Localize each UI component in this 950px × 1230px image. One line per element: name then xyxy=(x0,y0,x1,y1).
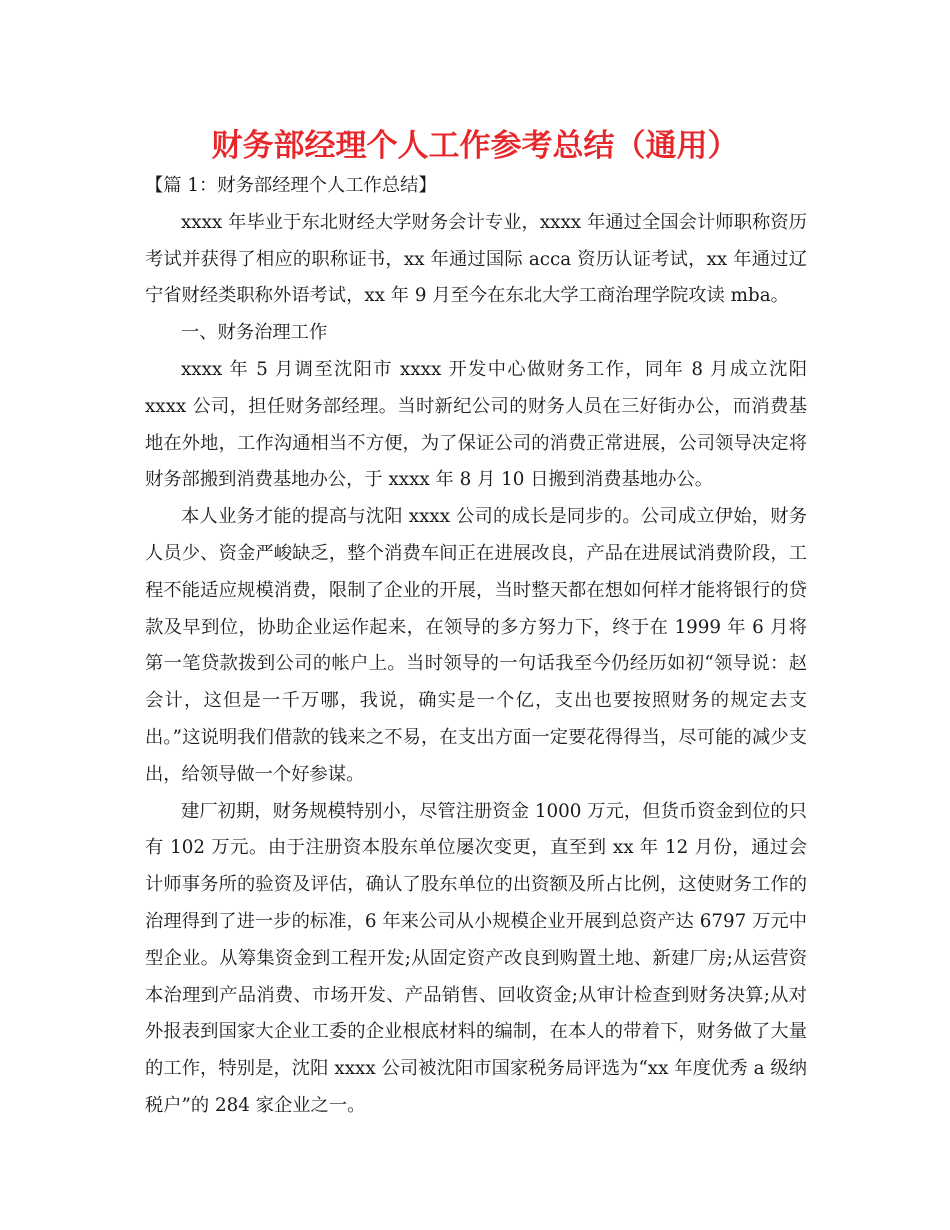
document-body xyxy=(145,168,807,1125)
subsection-heading-financial-management: 一、财务治理工作 xyxy=(181,322,328,344)
paragraph-transfer: xxxx 年 5 月调至沈阳市 xxxx 开发中心做财务工作，同年 8 月成立沈阳 xxxx 公司，担任财务部经理。当时新纪公司的财务人员在三好街办公，而消费基地在外地，工作沟通相当不方便，为了保证公司的消费正常进展，公司领导决定将财务部搬到消费基地办公，于 xxxx 年 8 月 10 日搬到消费基地办公。 xyxy=(145,358,807,491)
paragraph-early-stage: 建厂初期，财务规模特别小，尽管注册资金 1000 万元，但货币资金到位的只有 102 万元。由于注册资本股东单位屡次变更，直至到 xx 年 12 月份，通过会计师事务所的验资及评估，确认了股东单位的出资额及所占比例，这使财务工作的治理得到了进一步的标准，6 年来公司从小规模企业开展到总资产达 6797 万元中型企业。从筹集资金到工程开发;从固定资产改良到购置土地、新建厂房;从运营资本治理到产品消费、市场开发、产品销售、回收资金;从审计检查到财务决算;从对外报表到国家大企业工委的企业根底材料的编制，在本人的带着下，财务做了大量的工作，特别是，沈阳 xxxx 公司被沈阳市国家税务局评选为“xx 年度优秀 a 级纳税户”的 284 家企业之一。 xyxy=(145,800,807,1116)
section-heading: 【篇 1：财务部经理个人工作总结】 xyxy=(145,175,437,196)
paragraph-growth: 本人业务才能的提高与沈阳 xxxx 公司的成长是同步的。公司成立伊始，财务人员少、资金严峻缺乏，整个消费车间正在进展改良，产品在进展试消费阶段，工程不能适应规模消费，限制了企业的开展，当时整天都在想如何样才能将银行的贷款及早到位，协助企业运作起来，在领导的多方努力下，终于在 1999 年 6 月将第一笔贷款拨到公司的帐户上。当时领导的一句话我至今仍经历如初“领导说：赵会计，这但是一千万哪，我说，确实是一个亿，支出也要按照财务的规定去支出。”这说明我们借款的钱来之不易，在支出方面一定要花得得当，尽可能的减少支出，给领导做一个好参谋。 xyxy=(145,506,807,785)
paragraph-education: xxxx 年毕业于东北财经大学财务会计专业，xxxx 年通过全国会计师职称资历考试并获得了相应的职称证书，xx 年通过国际 acca 资历认证考试，xx 年通过辽宁省财经类职称外语考试，xx 年 9 月至今在东北大学工商治理学院攻读 mba。 xyxy=(145,211,807,307)
document-title: 财务部经理个人工作参考总结（通用） xyxy=(211,128,739,164)
